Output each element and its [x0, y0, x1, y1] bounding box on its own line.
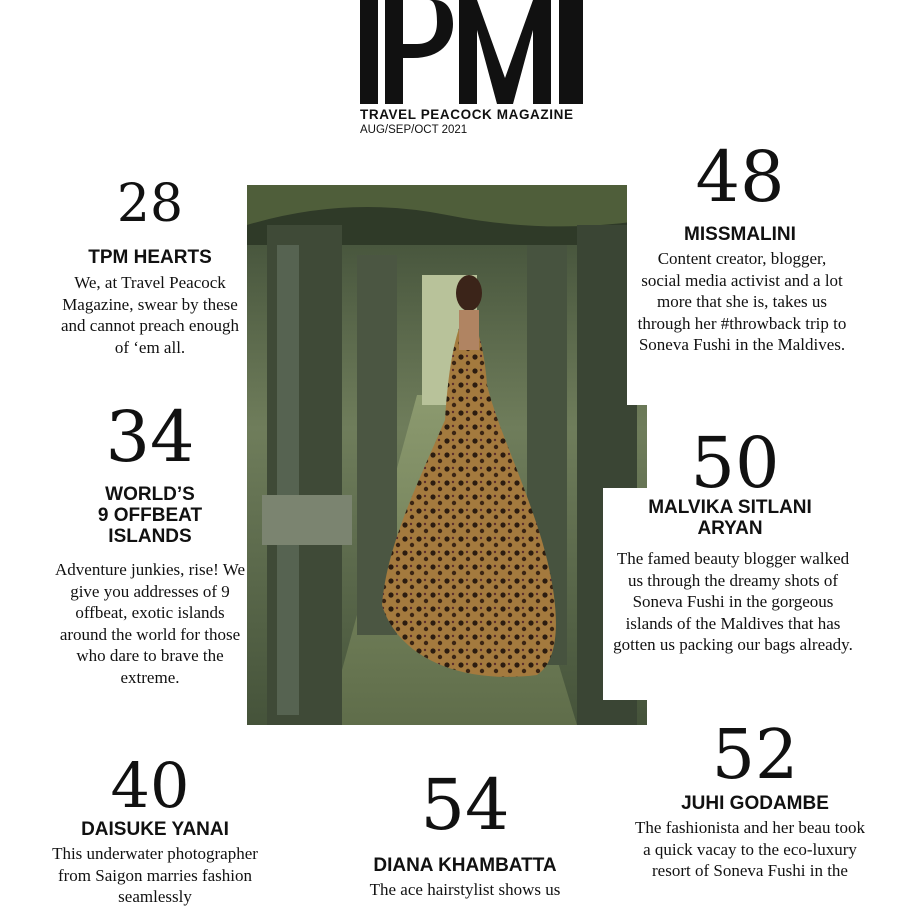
feature-title-offbeat-islands [55, 485, 245, 548]
page-number-28: 28 [116, 174, 184, 234]
feature-text-malvika: The famed beauty blogger walked us through the dreamy shots of Soneva Fushi in the gorgeous islands of the Maldives that has gotten us packing our bags already. [613, 549, 853, 654]
feature-title-malvika [620, 498, 840, 540]
title-line-3: ISLANDS [108, 525, 192, 547]
page-number-50: 50 [690, 422, 780, 504]
issue-date: AUG/SEP/OCT 2021 [360, 124, 468, 136]
title-line-1: WORLD’S [105, 484, 195, 505]
feature-text-tpm-hearts: We, at Travel Peacock Magazine, swear by these and cannot preach enough of ‘em all. [61, 273, 239, 357]
feature-text-missmalini: Content creator, blogger, social media activist and a lot more that she is, takes us through her #throwback trip to Soneva Fushi in the Maldives. [637, 249, 847, 354]
feature-text-diana: The ace hairstylist shows us [369, 880, 561, 899]
magazine-name: TRAVEL PEACOCK MAGAZINE [360, 107, 574, 122]
feature-title-tpm-hearts: TPM HEARTS [88, 247, 212, 268]
feature-title-diana: DIANA KHAMBATTA [373, 855, 557, 876]
title-line-2: ARYAN [697, 517, 763, 539]
tpm-logo [355, 0, 587, 108]
title-line-2: 9 OFFBEAT [97, 504, 203, 526]
feature-title-juhi: JUHI GODAMBE [681, 793, 829, 814]
feature-text-juhi: The fashionista and her beau took a quick vacay to the eco-luxury resort of Soneva Fushi in the [635, 818, 865, 880]
feature-title-daisuke: DAISUKE YANAI [81, 819, 229, 840]
feature-text-offbeat-islands: Adventure junkies, rise! We give you addresses of 9 offbeat, exotic islands around the world for those who dare to brave the extreme. [55, 560, 245, 687]
page-number-40: 40 [110, 749, 190, 822]
page-number-52: 52 [711, 716, 799, 795]
cover-photo [247, 185, 647, 725]
page-number-34: 34 [105, 396, 195, 478]
page-number-48: 48 [695, 136, 785, 218]
page-number-54: 54 [420, 764, 510, 846]
feature-text-daisuke: This underwater photographer from Saigon marries fashion seamlessly [52, 844, 258, 906]
feature-title-missmalini: MISSMALINI [684, 224, 796, 245]
title-line-1: MALVIKA SITLANI [648, 497, 812, 518]
